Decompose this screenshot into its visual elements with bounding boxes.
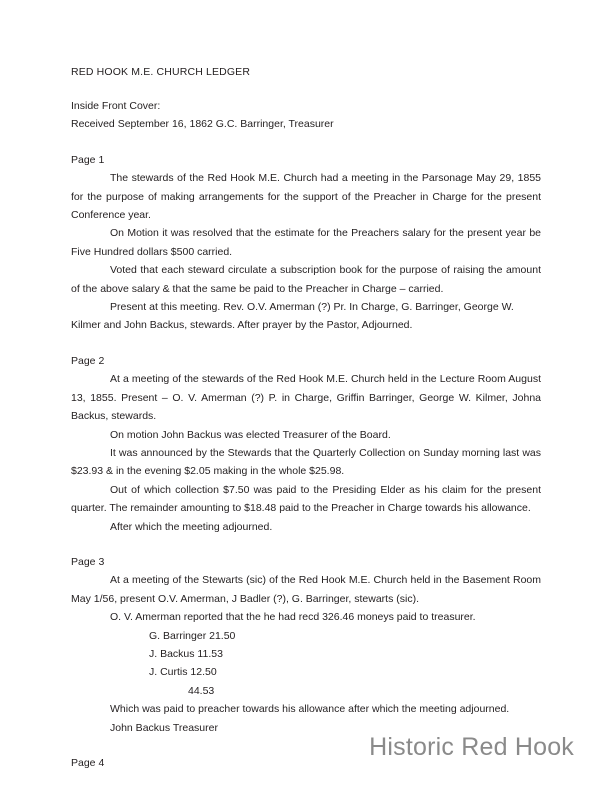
paragraph: On Motion it was resolved that the estimate for the Preachers salary for the present year be Five Hundred dollars $500 carried. [71, 227, 541, 258]
paragraph: At a meeting of the Stewarts (sic) of the Red Hook M.E. Church held in the Basement Room May 1/56, present O.V. Amerman, J Badler (?), G. Barringer, stewarts (sic). [71, 574, 541, 605]
paragraph: After which the meeting adjourned. [110, 520, 273, 533]
document-body [71, 64, 541, 789]
paragraph: O. V. Amerman reported that the he had recd 326.46 moneys paid to treasurer. [110, 611, 476, 624]
page-label-4: Page 4 [71, 757, 105, 769]
ledger-entry: J. Backus 11.53 [149, 647, 223, 660]
paragraph: On motion John Backus was elected Treasurer of the Board. [110, 428, 391, 441]
watermark-historic-red-hook: Historic Red Hook [369, 733, 574, 761]
ledger-total: 44.53 [188, 684, 215, 697]
document-title: RED HOOK M.E. CHURCH LEDGER [71, 66, 251, 78]
section-page-1 [71, 151, 541, 335]
paragraph: John Backus Treasurer [110, 721, 218, 734]
page-label-2: Page 2 [71, 354, 105, 367]
paragraph: Present at this meeting. Rev. O.V. Amerman (?) Pr. In Charge, G. Barringer, George W. Kilmer and John Backus, stewards. After prayer by the Pastor, Adjourned. [71, 301, 514, 332]
inside-front-cover-section [71, 97, 541, 134]
paragraph: The stewards of the Red Hook M.E. Church had a meeting in the Parsonage May 29, 1855 for the purpose of making arrangements for the support of the Preacher in Charge for the present Conference year. [71, 172, 541, 222]
inside-front-cover-receipt-line: Received September 16, 1862 G.C. Barringer, Treasurer [71, 118, 334, 131]
page-label-1: Page 1 [71, 153, 105, 166]
section-page-3 [71, 553, 541, 737]
paragraph: Out of which collection $7.50 was paid to the Presiding Elder as his claim for the present quarter. The remainder amounting to $18.48 paid to the Preacher in Charge towards his allowance. [71, 483, 541, 515]
inside-front-cover-heading: Inside Front Cover: [71, 100, 161, 112]
ledger-entry: G. Barringer 21.50 [149, 629, 236, 642]
section-page-2 [71, 352, 541, 536]
ledger-entry: J. Curtis 12.50 [149, 666, 217, 679]
page-label-3: Page 3 [71, 555, 105, 568]
paragraph: At a meeting of the stewards of the Red Hook M.E. Church held in the Lecture Room August 13, 1855. Present – O. V. Amerman (?) P. in Charge, Griffin Barringer, George W. Kilmer, Johna Backus, stewards. [71, 373, 541, 423]
paragraph: Which was paid to preacher towards his allowance after which the meeting adjourned. [110, 703, 510, 716]
paragraph: It was announced by the Stewards that the Quarterly Collection on Sunday morning last was $23.93 & in the evening $2.05 making in the whole $25.98. [71, 446, 541, 478]
paragraph: Voted that each steward circulate a subscription book for the purpose of raising the amount of the above salary & that the same be paid to the Preacher in Charge – carried. [71, 264, 541, 295]
